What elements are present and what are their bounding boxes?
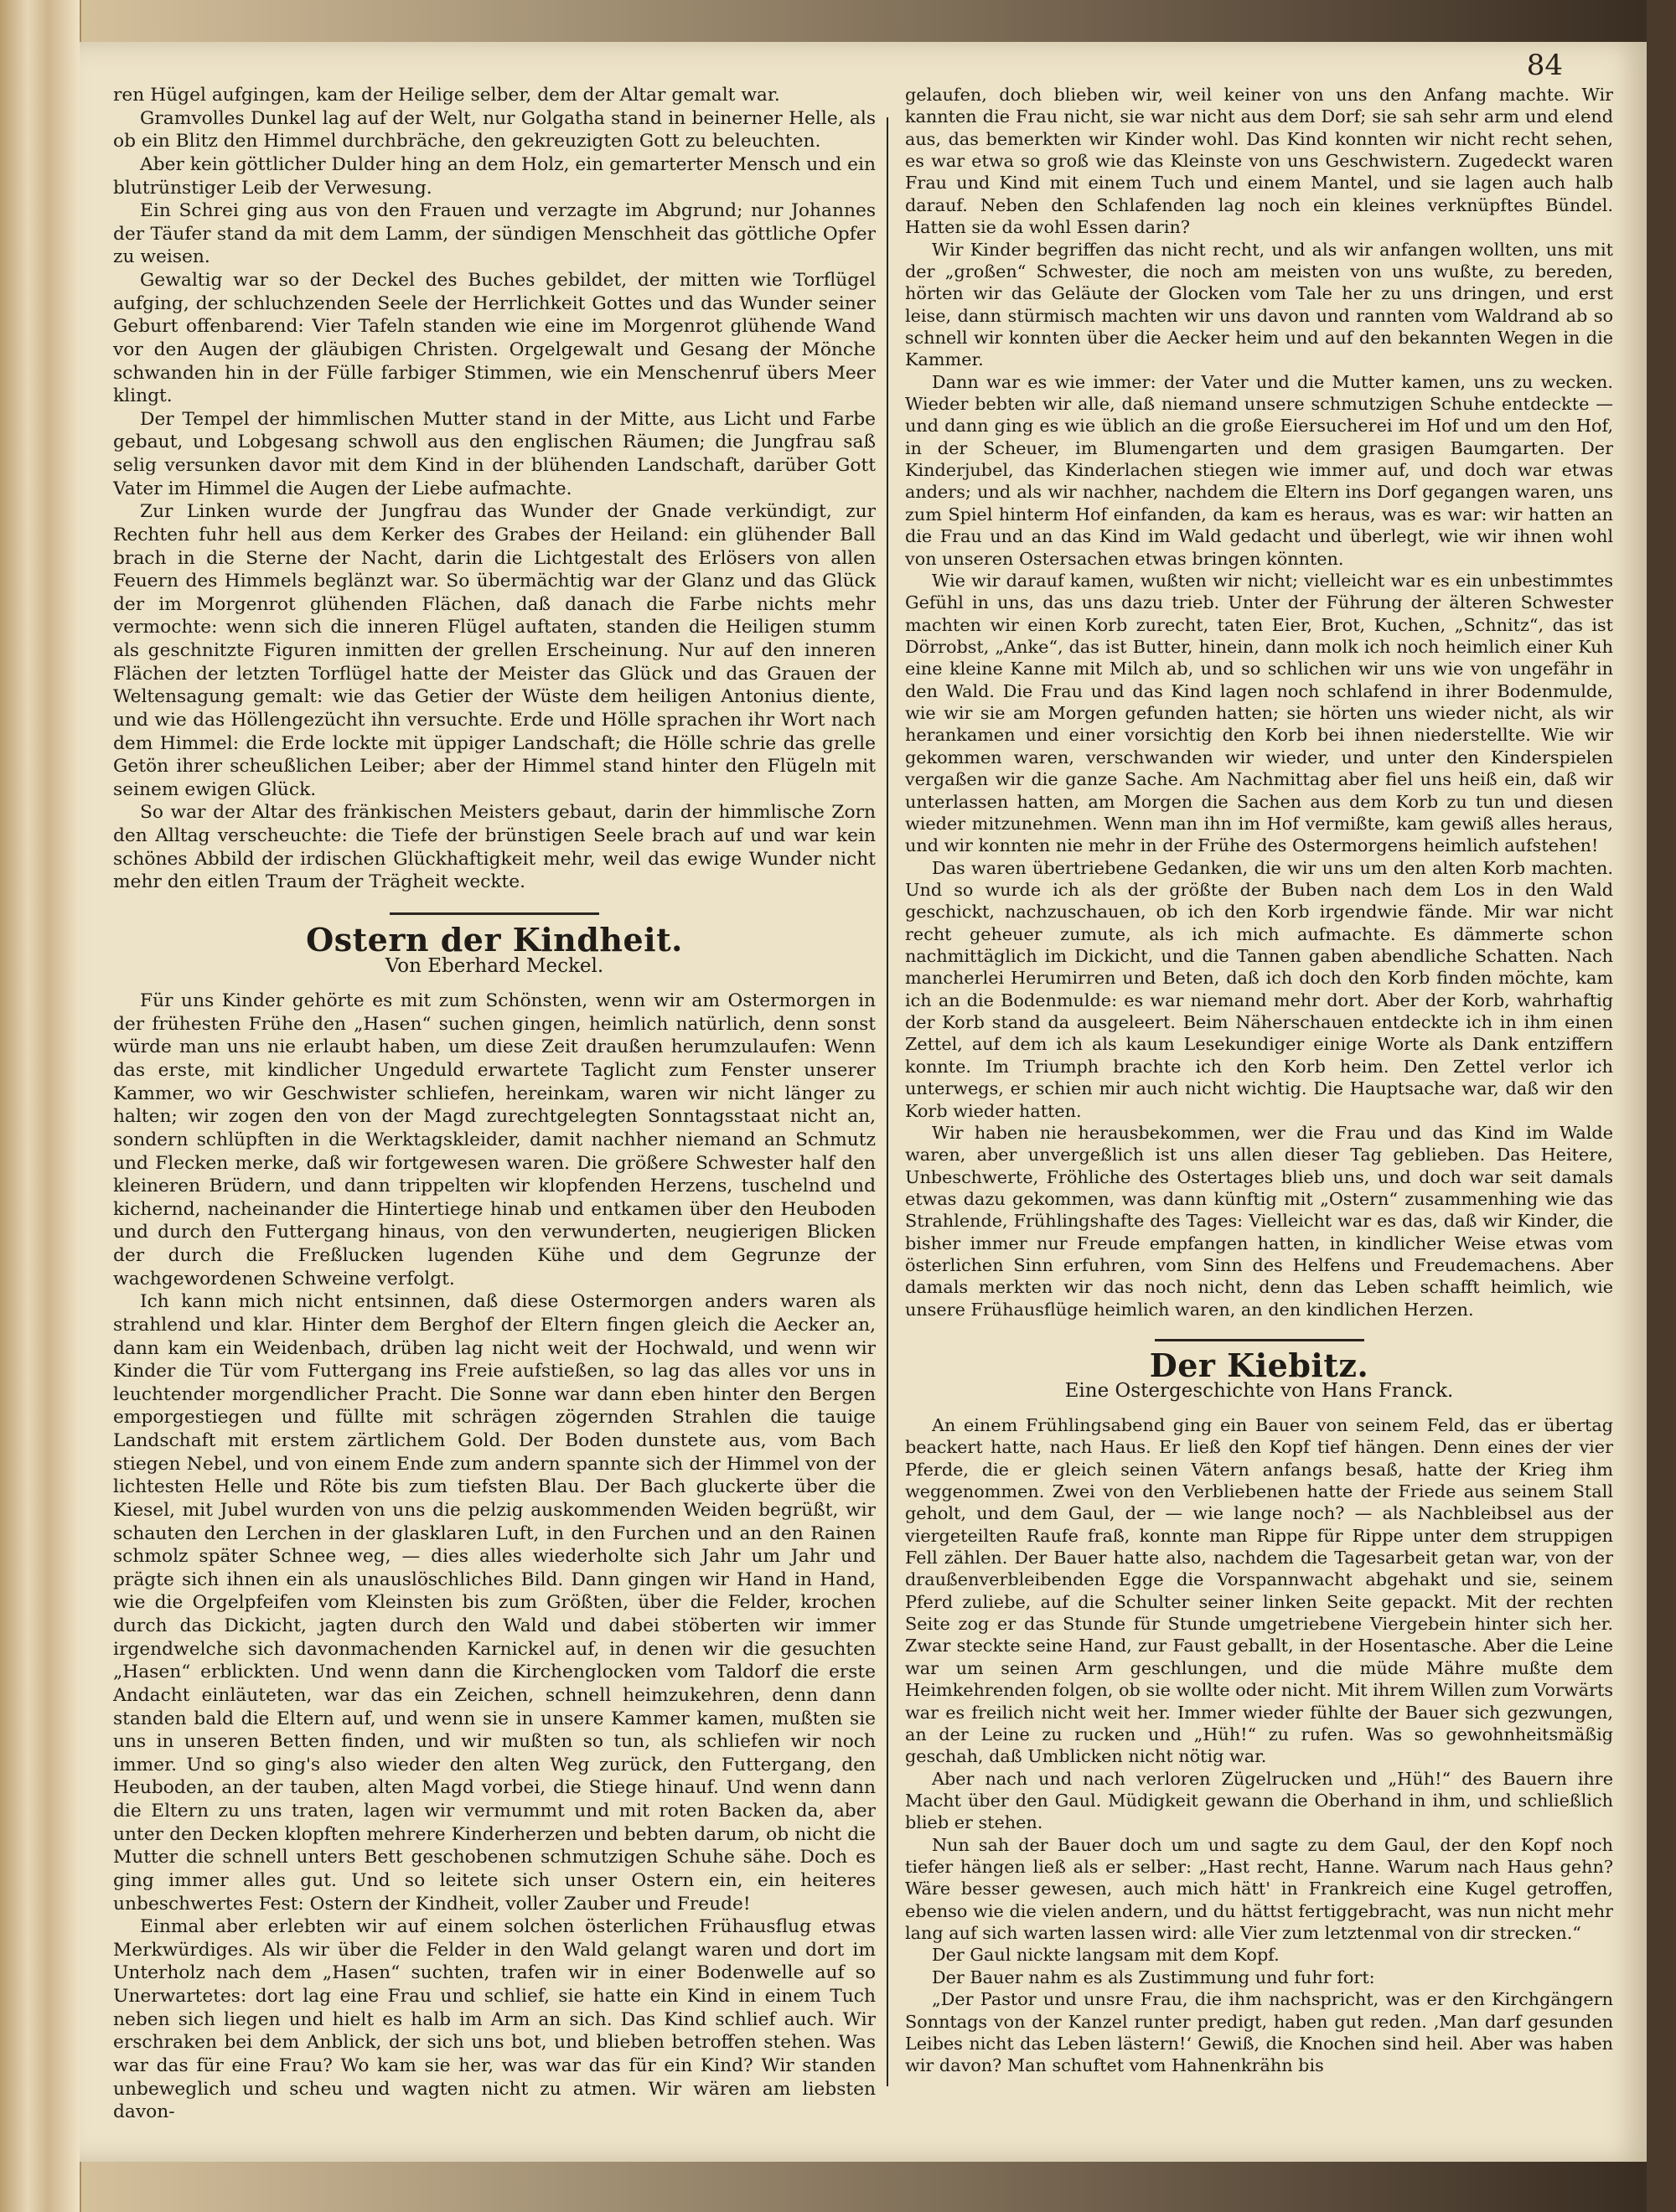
paragraph: Nun sah der Bauer doch um und sagte zu dem Gaul, der den Kopf noch tiefer hängen ließ als er selber: „Hast recht, Hanne. Warum nach Haus gehn? Wäre besser gewesen, auch mich hätt' in Frankreich eine Kugel getroffen, ebenso wie die vielen andern, und du hättst fertiggebracht, was nun nicht mehr lang auf sich warten lassen wird: alle Vier zum letztenmal von dir strecken.“ <box>905 1834 1613 1944</box>
paragraph: Der Tempel der himmlischen Mutter stand in der Mitte, aus Licht und Farbe gebaut, und Lobgesang schwoll aus den englischen Räumen; die Jungfrau saß selig versunken davor mit dem Kind in der blühenden Landschaft, darüber Gott Vater im Himmel die Augen der Liebe aufmachte. <box>113 408 876 499</box>
paragraph: Einmal aber erlebten wir auf einem solchen österlichen Frühausflug etwas Merkwürdiges. Als wir über die Felder in den Wald gelangt waren und dort im Unterholz nach dem „Hasen“ suchten, trafen wir in einer Bodenwelle auf so Unerwartetes: dort lag eine Frau und schlief, sie hatte ein Kind in einem Tuch neben sich liegen und hielt es halb im Arm an sich. Das Kind schlief auch. Wir erschraken bei dem Anblick, der sich uns bot, und blieben betroffen stehen. Was war das für eine Frau? Wo kam sie her, was war das für ein Kind? Wir standen unbeweglich und scheu und wagten nicht zu atmen. Wir wären am liebsten davon- <box>113 1916 876 2123</box>
article-byline: Von Eberhard Meckel. <box>385 954 604 977</box>
paragraph: gelaufen, doch blieben wir, weil keiner von uns den Anfang machte. Wir kannten die Frau nicht, sie war nicht aus dem Dorf; sie sah sehr arm und elend aus, das bemerkten wir Kinder wohl. Das Kind konnten wir nicht recht sehen, es war etwa so groß wie das Kleinste von uns Geschwistern. Zugedeckt waren Frau und Kind mit einem Tuch und einem Mantel, und sie lagen auch halb darauf. Neben den Schlafenden lag noch ein kleines verknüpftes Bündel. Hatten sie da wohl Essen darin? <box>905 85 1613 238</box>
book-binding <box>0 0 81 2212</box>
paragraph: Der Bauer nahm es als Zustimmung und fuhr fort: <box>932 1967 1375 1987</box>
left-column <box>113 84 876 2124</box>
paragraph: Wie wir darauf kamen, wußten wir nicht; vielleicht war es ein unbestimmtes Gefühl in uns, das uns dazu trieb. Unter der Führung der älteren Schwester machten wir einen Korb zurecht, taten Eier, Brot, Kuchen, „Schnitz“, das ist Dörrobst, „Anke“, das ist Butter, hinein, dann molk ich noch heimlich einer Kuh eine kleine Kanne mit Milch ab, und so schlichen wir uns wie von ungefähr in den Wald. Die Frau und das Kind lagen noch schlafend in ihrer Bodenmulde, wie wir sie am Morgen gefunden hatten; sie hörten uns wieder nicht, als wir herankamen und einer vorsichtig den Korb bei ihnen niederstellte. Wie wir gekommen waren, verschwanden wir wieder, und unter den Kinderspielen vergaßen wir die ganze Sache. Am Nachmittag aber fiel uns heiß ein, daß wir unterlassen hatten, am Morgen die Sachen aus dem Korb zu tun und diesen wieder mitzunehmen. Wenn man ihn im Hof vermißte, kam gewiß alles heraus, und wir konnten nie mehr in der Frühe des Ostermorgens heimlich aufstehen! <box>905 570 1613 856</box>
paragraph: Wir haben nie herausbekommen, wer die Frau und das Kind im Walde waren, aber unvergeßlich ist uns allen dieser Tag geblieben. Das Heitere, Unbeschwerte, Fröhliche des Ostertages blieb uns, und doch war seit damals etwas dazu gekommen, was dann künftig mit „Ostern“ zusammenhing wie das Strahlende, Frühlingshafte des Tages: Vielleicht war es das, daß wir Kinder, die bisher immer nur Freude empfangen hatten, in kindlicher Weise etwas vom österlichen Sinn erfuhren, vom Sinn des Helfens und Freudemachens. Aber damals merkten wir das noch nicht, denn das Leben schafft heimlich, wie unsere Frühausflüge heimlich waren, an den kindlichen Herzen. <box>905 1122 1613 1320</box>
section-rule <box>1155 1339 1364 1341</box>
paragraph: Aber kein göttlicher Dulder hing an dem Holz, ein gemarterter Mensch und ein blutrünstiger Leib der Verwesung. <box>113 153 876 199</box>
article-title: Ostern der Kindheit. <box>306 920 683 959</box>
paragraph: An einem Frühlingsabend ging ein Bauer von seinem Feld, das er übertag beackert hatte, nach Haus. Er ließ den Kopf tief hängen. Denn eines der vier Pferde, die er gleich seinen Vätern anfangs besaß, hatte der Krieg ihm weggenommen. Zwei von den Verbliebenen hatte der Friede aus seinem Stall geholt, und dem Gaul, der — wie lange noch? — als Nachbleibsel aus der viergeteilten Raufe fraß, konnte man Rippe für Rippe unter dem struppigen Fell zählen. Der Bauer hatte also, nachdem die Tagesarbeit getan war, von der draußenverbleibenden Egge die Vorspannwacht abgehakt und sie, seinem Pferd zuliebe, auf die Schulter seiner linken Seite gepackt. Mit der rechten Seite zog er das Stunde für Stunde umgetriebene Viergebein hinter sich her. Zwar steckte seine Hand, zur Faust geballt, in der Hosentasche. Aber die Leine war um seinen Arm geschlungen, und die müde Mähre mußte dem Heimkehrenden folgen, ob sie wollte oder nicht. Mit ihrem Willen zum Vorwärts war es freilich nicht weit her. Immer wieder fühlte der Bauer sich gezwungen, an der Leine zu rucken und „Hüh!“ zu rufen. Was so gewohnheitsmäßig geschah, daß Umblicken nicht nötig war. <box>905 1414 1613 1767</box>
paragraph: Dann war es wie immer: der Vater und die Mutter kamen, uns zu wecken. Wieder bebten wir alle, daß niemand unsere schmutzigen Schuhe entdeckte — und dann ging es wie üblich an die große Eiersucherei im Hof und um den Hof, in der Scheuer, im Blumengarten und dem grasigen Baumgarten. Der Kinderjubel, das Kinderlachen stiegen wie immer auf, und doch war etwas anders; und als wir nachher, nachdem die Eltern ins Dorf gegangen waren, uns zum Spiel hinterm Hof einfanden, da kam es heraus, was es war: wir hatten an die Frau und an das Kind im Wald gedacht und überlegt, wie wir ihnen wohl von unseren Ostersachen etwas bringen könnten. <box>905 371 1613 569</box>
column-divider <box>887 117 888 2086</box>
section-rule <box>390 912 599 915</box>
paragraph: Gewaltig war so der Deckel des Buches gebildet, der mitten wie Torflügel aufging, der schluchzenden Seele der Herrlichkeit Gottes und das Wunder seiner Geburt offenbarend: Vier Tafeln standen wie eine im Morgenrot glühende Wand vor den Augen der gläubigen Christen. Orgelgewalt und Gesang der Mönche schwanden hin in der Fülle farbiger Stimmen, wie ein Menschenruf übers Meer klingt. <box>113 270 876 407</box>
paragraph: ren Hügel aufgingen, kam der Heilige selber, dem der Altar gemalt war. <box>113 85 780 106</box>
paragraph: Das waren übertriebene Gedanken, die wir uns um den alten Korb machten. Und so wurde ich als der größte der Buben nach dem Los in den Wald geschickt, nachzuschauen, ob ich den Korb irgendwie fände. Mir war nicht recht geheuer zumute, als ich mich aufmachte. Es dämmerte schon nachmittäglich im Dickicht, und die Tannen gaben abendliche Schatten. Nach mancherlei Herumirren und Beten, daß ich doch den Korb finden möchte, kam ich an die Bodenmulde: es war niemand mehr dort. Aber der Korb, wahrhaftig der Korb stand da ausgeleert. Beim Näherschauen entdeckte ich in ihm einen Zettel, auf dem ich als kaum Lesekundiger einige Worte als Dank entziffern konnte. Im Triumph brachte ich den Korb heim. Den Zettel verlor ich unterwegs, er schien mir auch nicht wichtig. Die Hauptsache war, daß wir den Korb wieder hatten. <box>905 857 1613 1121</box>
paragraph: Wir Kinder begriffen das nicht recht, und als wir anfangen wollten, uns mit der „großen“ Schwester, die noch am meisten von uns wußte, zu bereden, hörten wir das Geläute der Glocken vom Tale her zu uns dringen, und erst leise, dann stürmisch machten wir uns davon und rannten vom Waldrand ab so schnell wir konnten über die Aecker heim und auf den bekannten Wegen in die Kammer. <box>905 239 1613 370</box>
paragraph: So war der Altar des fränkischen Meisters gebaut, darin der himmlische Zorn den Alltag verscheuchte: die Tiefe der brünstigen Seele brach auf und war kein schönes Abbild der irdischen Glückhaftigkeit mehr, weil das ewige Wunder nicht mehr den eitlen Traum der Trägheit weckte. <box>113 802 876 893</box>
paragraph: Ein Schrei ging aus von den Frauen und verzagte im Abgrund; nur Johannes der Täufer stand da mit dem Lamm, der sündigen Menschheit das göttliche Opfer zu weisen. <box>113 200 876 268</box>
right-column <box>905 84 1613 2077</box>
paragraph: „Der Pastor und unsre Frau, die ihm nachspricht, was er den Kirchgängern Sonntags von der Kanzel runter predigt, haben gut reden. ‚Man darf gesunden Leibes nicht das Leben lästern!‘ Gewiß, die Knochen sind heil. Aber was haben wir davon? Man schuftet vom Hahnenkrähn bis <box>905 1989 1613 2076</box>
page-right-edge <box>1647 0 1676 2212</box>
paragraph: Aber nach und nach verloren Zügelrucken und „Hüh!“ des Bauern ihre Macht über den Gaul. Müdigkeit gewann die Oberhand in ihm, und schließlich blieb er stehen. <box>905 1768 1613 1833</box>
paragraph: Zur Linken wurde der Jungfrau das Wunder der Gnade verkündigt, zur Rechten fuhr hell aus dem Kerker des Grabes der Heiland: ein glühender Ball brach in die Sterne der Nacht, darin die Lichtgestalt des Erlösers von allen Feuern des Himmels beglänzt war. So übermächtig war der Glanz und das Glück der im Morgenrot glühenden Flächen, daß danach die Farbe nichts mehr vermochte: wenn sich die inneren Flügel auftaten, standen die Heiligen stumm als geschnitzte Figuren inmitten der grellen Erscheinung. Nur auf den inneren Flächen der letzten Torflügel hatte der Meister das Glück und das Grauen der Weltensagung gemalt: wie das Getier der Wüste dem heiligen Antonius diente, und wie das Höllengezücht ihn versuchte. Erde und Hölle sprachen ihr Wort nach dem Himmel: die Erde lockte mit üppiger Landschaft; die Hölle schrie das grelle Getön ihrer scheußlichen Leiber; aber der Himmel stand hinter den Flügeln mit seinem ewigen Glück. <box>113 501 876 800</box>
paragraph: Für uns Kinder gehörte es mit zum Schönsten, wenn wir am Ostermorgen in der frühesten Frühe den „Hasen“ suchen gingen, heimlich natürlich, denn sonst würde man uns nie erlaubt haben, um diese Zeit draußen herumzulaufen: Wenn das erste, mit kindlicher Ungeduld erwartete Taglicht zum Fenster unserer Kammer, wo wir Geschwister schliefen, hereinkam, waren wir nicht länger zu halten; wir zogen den von der Magd zurechtgelegten Sonntagsstaat nicht an, sondern schlüpften in die Werktagskleider, damit nachher niemand an Schmutz und Flecken merke, daß wir fortgewesen waren. Die größere Schwester half den kleineren Brüdern, und dann trippelten wir klopfenden Herzens, tuschelnd und kichernd, nacheinander die Hintertiege hinab und entkamen über den Heuboden und durch den Futtergang hinaus, von den verwunderten, neugierigen Blicken der durch die Freßlucken lugenden Kühe und dem Gegrunze der wachgewordenen Schweine verfolgt. <box>113 990 876 1289</box>
paragraph: Gramvolles Dunkel lag auf der Welt, nur Golgatha stand in beinerner Helle, als ob ein Blitz den Himmel durchbräche, den gekreuzigten Gott zu beleuchten. <box>113 107 876 152</box>
article-title: Der Kiebitz. <box>1149 1346 1369 1385</box>
article-byline: Eine Ostergeschichte von Hans Franck. <box>1064 1380 1454 1403</box>
paragraph: Der Gaul nickte langsam mit dem Kopf. <box>932 1945 1280 1966</box>
page-number: 84 <box>1526 49 1563 82</box>
paragraph: Ich kann mich nicht entsinnen, daß diese Ostermorgen anders waren als strahlend und klar. Hinter dem Berghof der Eltern fingen gleich die Aecker an, dann kam ein Weidenbach, drüben lag nicht weit der Hochwald, und wenn wir Kinder die Tür vom Futtergang ins Freie aufstießen, so lag das alles vor uns in leuchtender morgendlicher Pracht. Die Sonne war dann eben hinter den Bergen emporgestiegen und füllte mit schrägen zögernden Strahlen die tauige Landschaft mit erstem zärtlichem Gold. Der Boden dunstete aus, vom Bach stiegen Nebel, und von einem Ende zum andern spannte sich der Himmel von der lichtesten Helle und Röte bis zum tiefsten Blau. Der Bach gluckerte über die Kiesel, mit Jubel wurden von uns die pelzig auskommenden Weiden begrüßt, wir schauten den Lerchen in der glasklaren Luft, in den Furchen und an den Rainen schmolz später Schnee weg, — dies alles wiederholte sich Jahr um Jahr und prägte sich ihnen ein als unauslöschliches Bild. Dann gingen wir Hand in Hand, wie die Orgelpfeifen vom Kleinsten bis zum Größten, über die Felder, krochen durch das Dickicht, jagten durch den Wald und dabei stöberten wir immer irgendwelche sich davonmachenden Karnickel auf, in denen wir die gesuchten „Hasen“ erblickten. Und wenn dann die Kirchenglocken vom Taldorf die erste Andacht einläuteten, war das ein Zeichen, schnell heimzukehren, denn dann standen bald die Eltern auf, und wenn sie in unsere Kammer kamen, mußten sie uns in unseren Betten finden, und wir mußten so tun, als schliefen wir noch immer. Und so ging's also wieder den alten Weg zurück, den Futtergang, den Heuboden, an der tauben, alten Magd vorbei, die Stiege hinauf. Und wenn dann die Eltern zu uns traten, lagen wir vermummt und mit roten Backen da, aber unter den Decken klopften mehrere Kinderherzen und bebten darum, ob nicht die Mutter die schnell unters Bett geschobenen schmutzigen Schuhe sähe. Doch es ging immer alles gut. Und so leitete sich unser Ostern ein, ein heiteres unbeschwertes Fest: Ostern der Kindheit, voller Zauber und Freude! <box>113 1291 876 1915</box>
